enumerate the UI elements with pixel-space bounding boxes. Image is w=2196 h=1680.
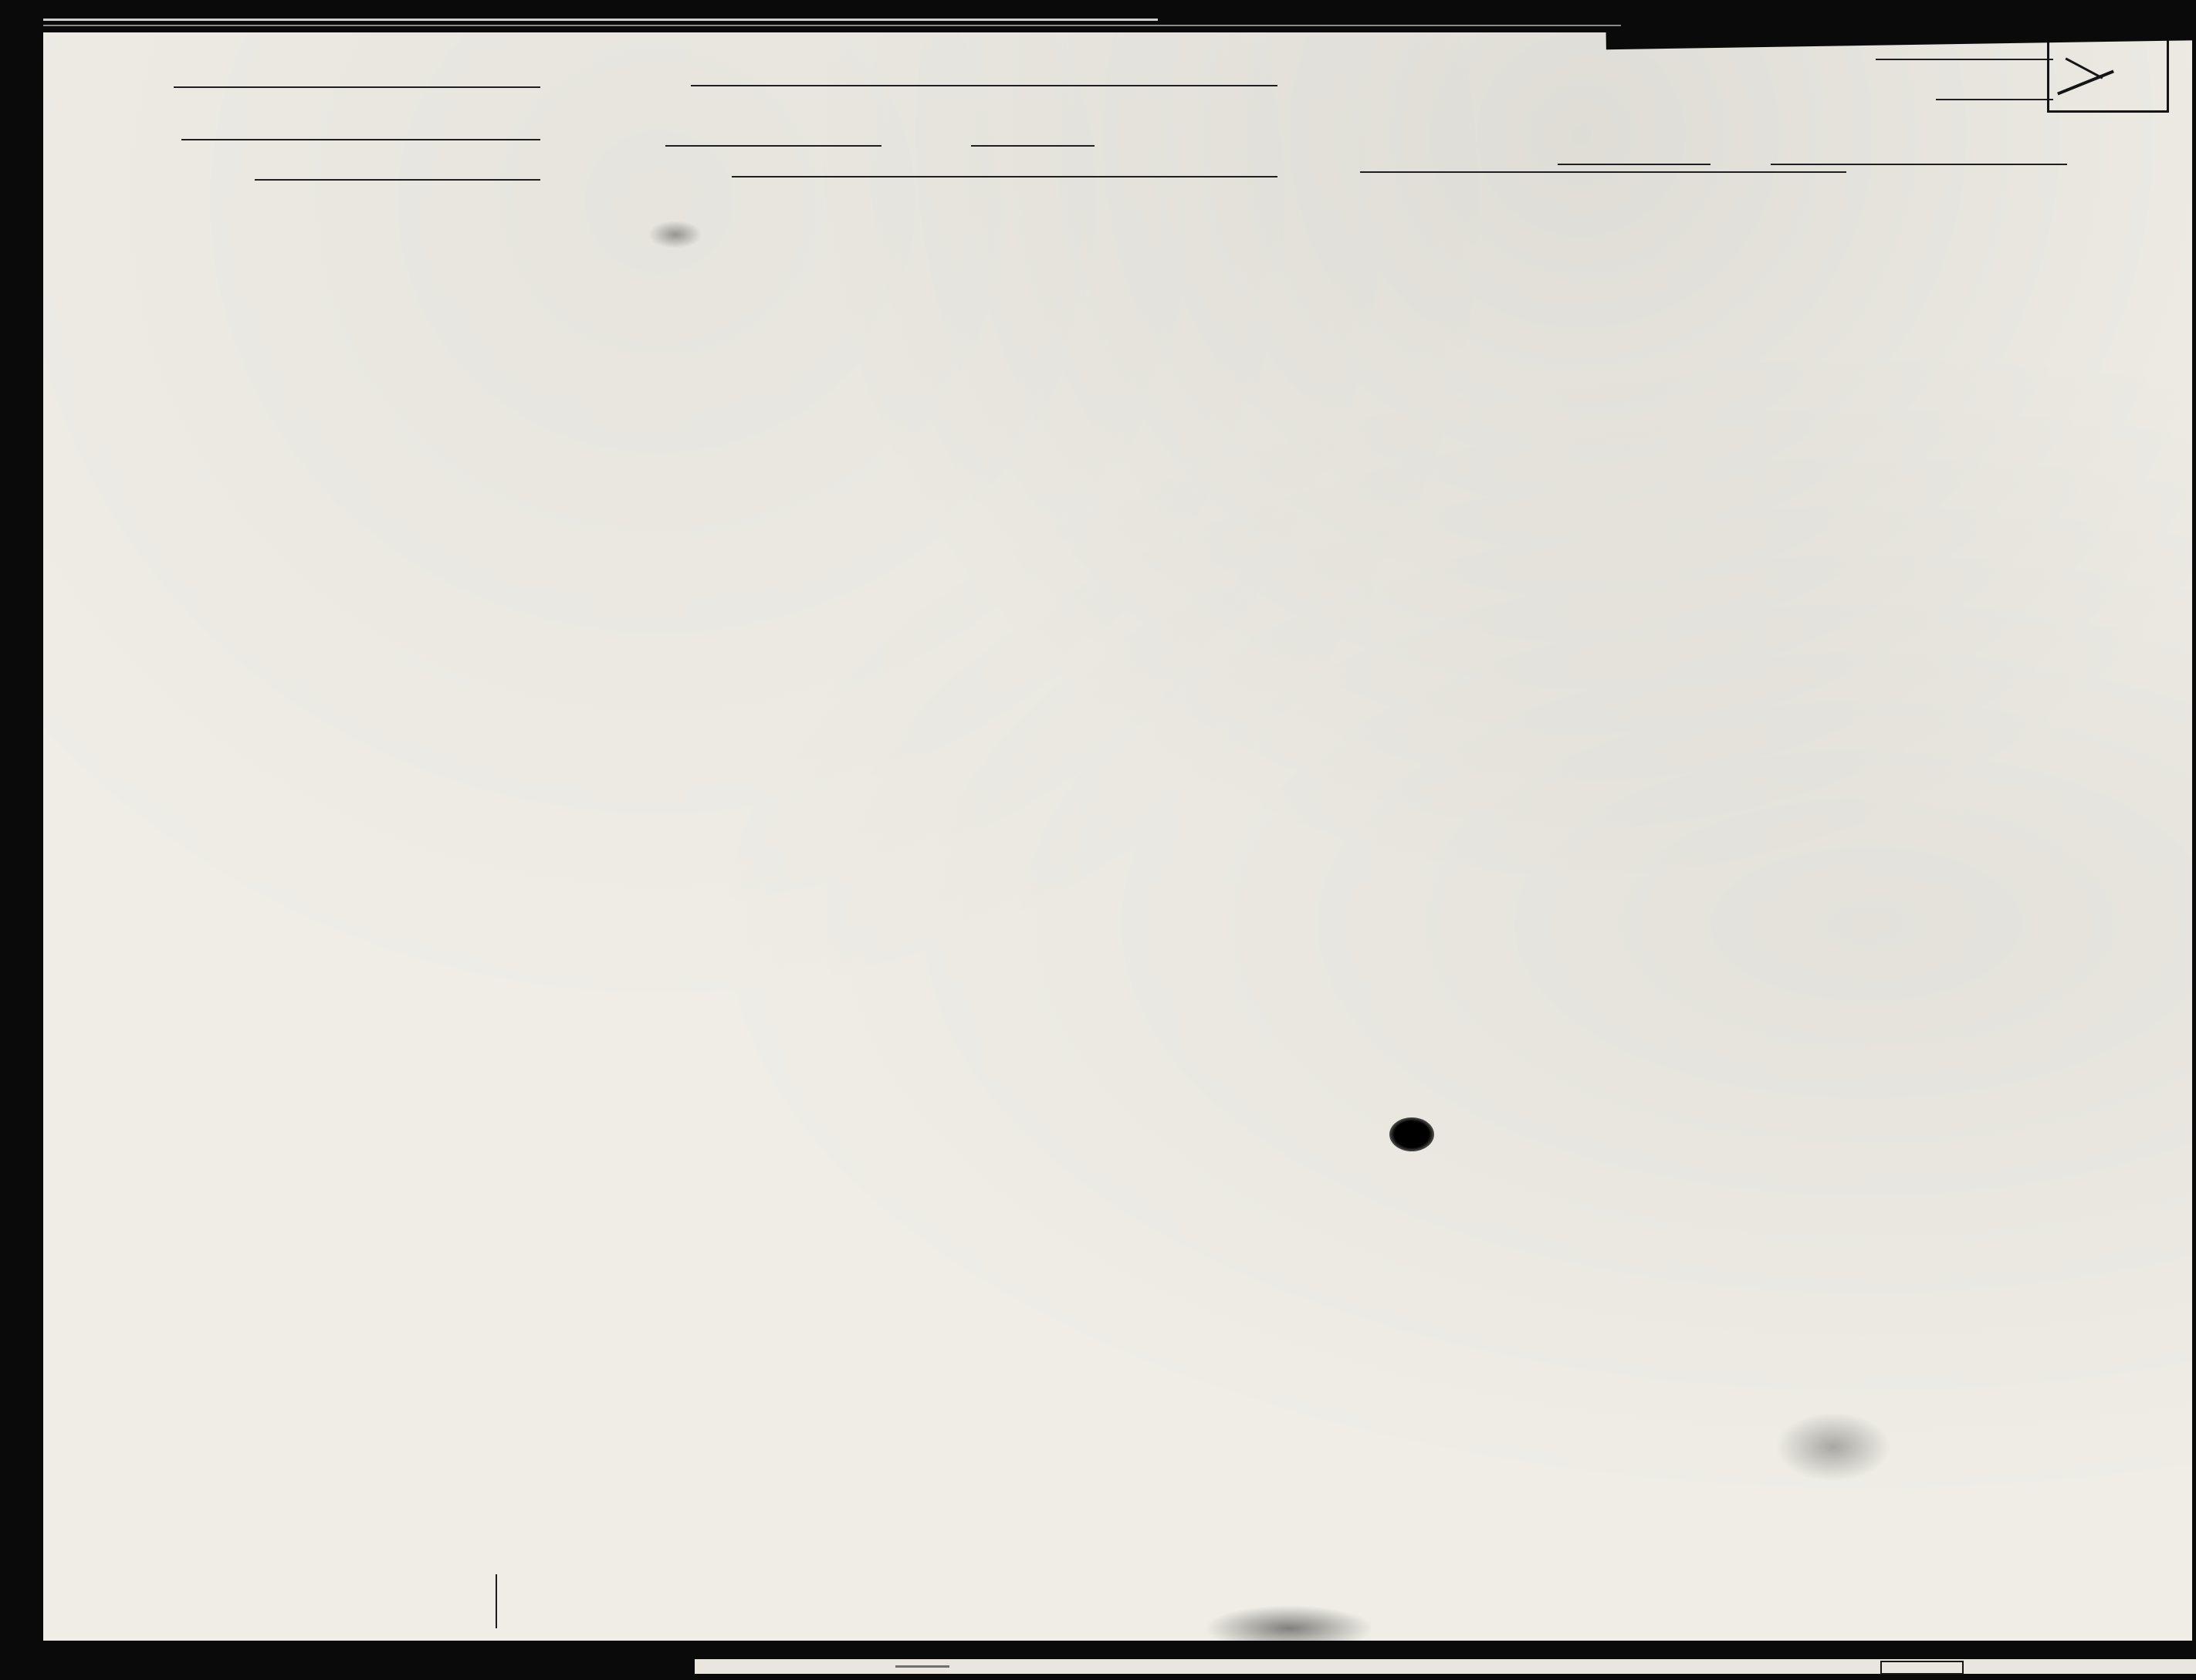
sheet-scribble (2057, 70, 2114, 96)
scan-bottom-sliver (695, 1659, 2196, 1674)
unincorporated-rule (732, 176, 1277, 177)
enum-district-rule (1876, 59, 2053, 60)
incorporated-rule (691, 85, 1277, 86)
smudge-2 (648, 221, 702, 248)
block-rule (971, 145, 1095, 147)
sheet-number-box (2047, 34, 2169, 113)
sheet-scribble-2 (2065, 57, 2103, 79)
sliver-dash (895, 1665, 949, 1668)
enumerated-date-rule (1558, 164, 1710, 165)
state-rule (174, 86, 540, 88)
institution-rule (1360, 171, 1846, 173)
sup-district-rule (1936, 99, 2053, 100)
ward-rule (665, 145, 881, 147)
scan-streak-1 (0, 19, 1158, 21)
footer-divider (496, 1574, 497, 1628)
smudge (1775, 1412, 1891, 1482)
scan-edge-left (0, 0, 43, 1680)
county-rule (181, 139, 540, 140)
scan-streak-2 (0, 25, 1621, 26)
township-rule (255, 179, 540, 181)
enumerator-rule (1771, 164, 2067, 165)
scan-edge-right (2192, 0, 2196, 1680)
sliver-box (1880, 1661, 1964, 1675)
ink-blot (1389, 1117, 1434, 1151)
